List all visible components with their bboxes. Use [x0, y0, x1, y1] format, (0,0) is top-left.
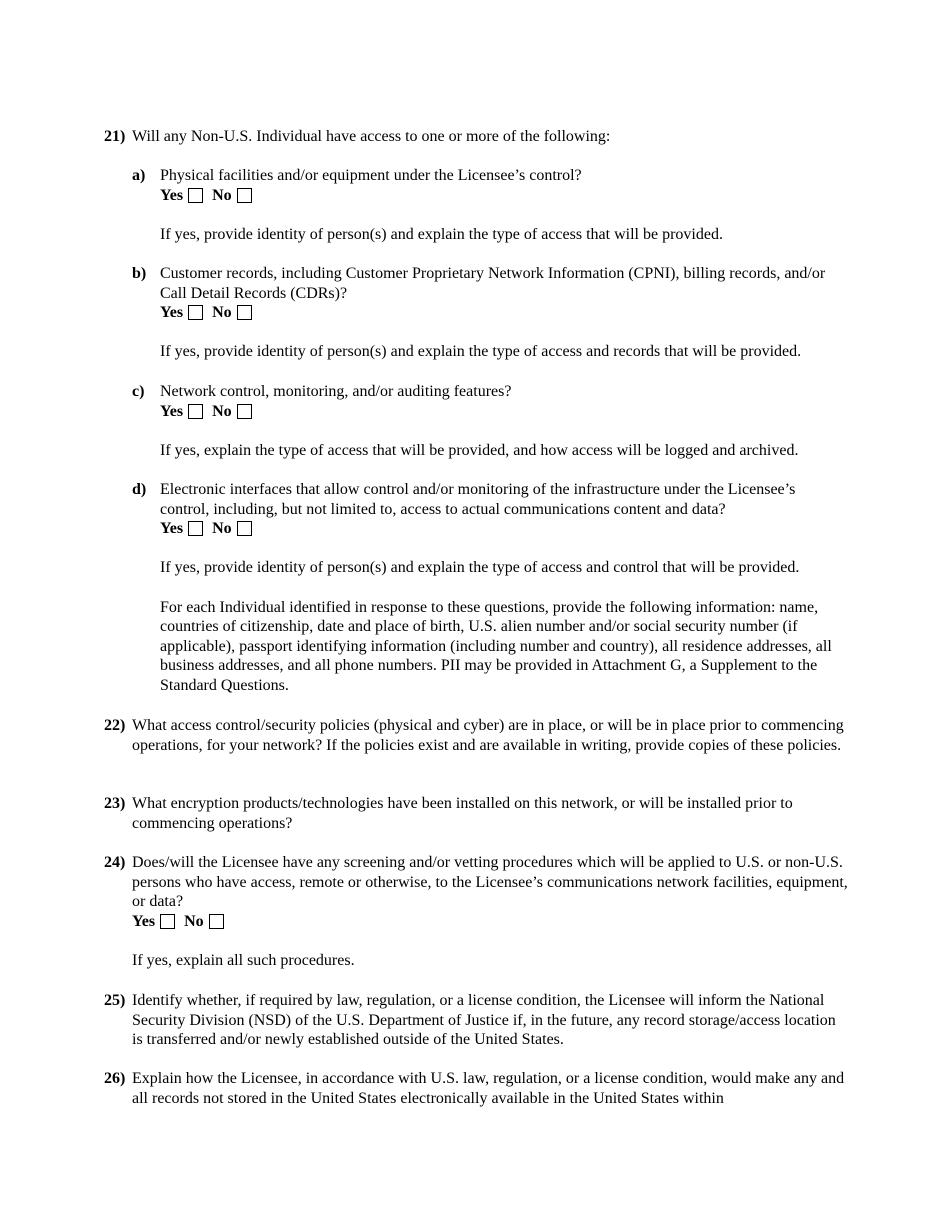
yes-checkbox[interactable] — [188, 305, 203, 320]
followup-text: If yes, provide identity of person(s) and explain the type of access and control that will be provided. — [160, 559, 800, 577]
question-26 — [104, 1069, 848, 1108]
followup-text: If yes, provide identity of person(s) and explain the type of access that will be provided. — [160, 225, 723, 243]
no-checkbox[interactable] — [237, 188, 252, 203]
sub-question-text: Electronic interfaces that allow control and/or monitoring of the infrastructure under the Licensee’s control, including, but not limited to, access to actual communications content and data? — [160, 481, 796, 518]
sub-question-letter: b) — [132, 265, 147, 282]
question-text: Identify whether, if required by law, regulation, or a license condition, the Licensee will inform the National Security Division (NSD) of the U.S. Department of Justice if, in the future, any record storage/access location is transferred and/or newly established outside of the United States. — [132, 992, 836, 1049]
sub-question-letter: d) — [132, 481, 147, 498]
yes-no-row — [160, 519, 848, 539]
question-text: Does/will the Licensee have any screening and/or vetting procedures which will be applied to U.S. or non-U.S. persons who have access, remote or otherwise, to the Licensee’s communications network facilities, equipment, or data? — [132, 854, 848, 911]
sub-question-letter: c) — [132, 383, 145, 400]
yes-checkbox[interactable] — [160, 914, 175, 929]
followup-text: If yes, explain all such procedures. — [132, 951, 355, 969]
question-21b — [132, 264, 848, 362]
question-21d — [132, 480, 848, 696]
no-checkbox[interactable] — [237, 305, 252, 320]
yes-label: Yes — [160, 520, 184, 538]
question-number: 22) — [104, 717, 126, 734]
followup-text: If yes, provide identity of person(s) and explain the type of access and records that will be provided. — [160, 343, 802, 361]
question-21a — [132, 166, 848, 244]
sub-question-text: Customer records, including Customer Proprietary Network Information (CPNI), billing records, and/or Call Detail Records (CDRs)? — [160, 265, 826, 302]
question-number: 24) — [104, 854, 126, 871]
yes-no-row — [160, 186, 848, 206]
yes-label: Yes — [160, 304, 184, 322]
no-checkbox[interactable] — [237, 521, 252, 536]
question-number: 26) — [104, 1070, 126, 1087]
question-text: Explain how the Licensee, in accordance with U.S. law, regulation, or a license condition, would make any and all records not stored in the United States electronically available in the United States within — [132, 1070, 845, 1107]
question-text: What access control/security policies (physical and cyber) are in place, or will be in place prior to commencing operations, for your network? If the policies exist and are available in writing, provide copies of these policies. — [132, 717, 844, 754]
yes-label: Yes — [160, 186, 184, 204]
question-number: 21) — [104, 128, 126, 145]
no-label: No — [212, 186, 232, 204]
yes-no-row — [160, 402, 848, 422]
info-paragraph: For each Individual identified in response to these questions, provide the following information: name, countries of citizenship, date and place of birth, U.S. alien number and/or social security number (if applicable), passport identifying information (including number and country), all residence addresses, all business addresses, and all phone numbers. PII may be provided in Attachment G, a Supplement to the Standard Questions. — [160, 598, 832, 694]
yes-no-row — [132, 912, 848, 932]
question-21c — [132, 382, 848, 460]
question-text: Will any Non-U.S. Individual have access to one or more of the following: — [132, 128, 611, 145]
yes-label: Yes — [160, 402, 184, 420]
question-23 — [104, 794, 848, 833]
question-25 — [104, 991, 848, 1050]
question-22 — [104, 716, 848, 755]
question-number: 23) — [104, 795, 126, 812]
question-21 — [104, 127, 848, 147]
no-label: No — [212, 304, 232, 322]
yes-checkbox[interactable] — [188, 188, 203, 203]
question-text: What encryption products/technologies have been installed on this network, or will be installed prior to commencing operations? — [132, 795, 793, 832]
question-number: 25) — [104, 992, 126, 1009]
yes-no-row — [160, 303, 848, 323]
yes-checkbox[interactable] — [188, 521, 203, 536]
question-24 — [104, 853, 848, 971]
followup-text: If yes, explain the type of access that will be provided, and how access will be logged and archived. — [160, 441, 799, 459]
no-checkbox[interactable] — [237, 404, 252, 419]
sub-question-text: Network control, monitoring, and/or auditing features? — [160, 383, 512, 400]
sub-question-letter: a) — [132, 167, 146, 184]
no-label: No — [212, 520, 232, 538]
no-label: No — [212, 402, 232, 420]
sub-question-text: Physical facilities and/or equipment under the Licensee’s control? — [160, 167, 582, 184]
yes-checkbox[interactable] — [188, 404, 203, 419]
no-checkbox[interactable] — [209, 914, 224, 929]
no-label: No — [184, 912, 204, 930]
yes-label: Yes — [132, 912, 156, 930]
